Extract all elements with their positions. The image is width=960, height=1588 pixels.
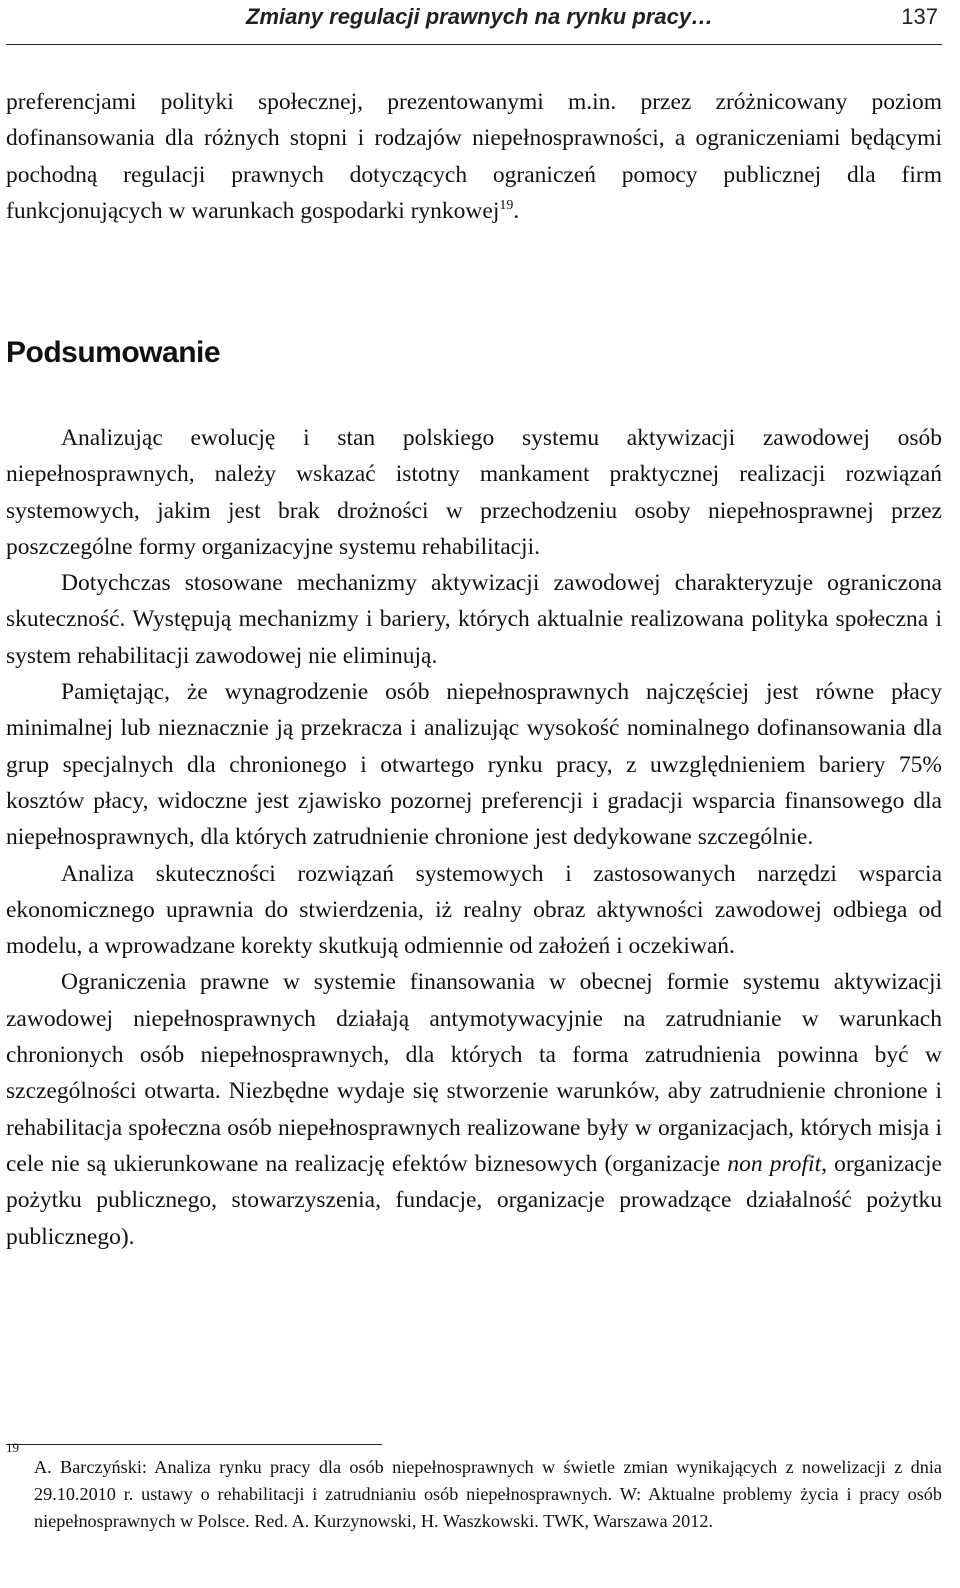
- footnote: 19 A. Barczyński: Analiza rynku pracy dla osób niepełnosprawnych w świetle zmian wynikających z nowelizacji z dnia 29.10.2010 r. ustawy o rehabilitacji i zatrudnianiu osób niepełnosprawnych. W: Aktualne problemy życia i pracy osób niepełnosprawnych w Polsce. Red. A. Kurzynowski, H. Waszkowski. TWK, Warszawa 2012.: [6, 1454, 942, 1535]
- section-heading: Podsumowanie: [6, 336, 221, 369]
- running-header: [6, 0, 942, 45]
- continuation-end: .: [513, 197, 520, 224]
- running-title: Zmiany regulacji prawnych na rynku pracy…: [246, 4, 714, 29]
- paragraph: Dotychczas stosowane mechanizmy aktywizacji zawodowej charakteryzuje ograniczona skuteczność. Występują mechanizmy i bariery, których aktualnie realizowana polityka społeczna i system rehabilitacji zawodowej nie eliminują.: [6, 570, 942, 669]
- continuation-text: preferencjami polityki społecznej, prezentowanymi m.in. przez zróżnicowany poziom dofinansowania dla różnych stopni i rodzajów niepełnosprawności, a ograniczeniami będącymi pochodną regulacji prawnych dotyczących ograniczeń pomocy publicznej dla firm funkcjonujących w warunkach gospodarki rynkowej: [6, 89, 942, 224]
- italic-term: non profit: [727, 1150, 822, 1177]
- footnote-divider: [6, 1444, 382, 1445]
- paragraph: Analiza skuteczności rozwiązań systemowych i zastosowanych narzędzi wsparcia ekonomicznego uprawnia do stwierdzenia, iż realny obraz aktywności zawodowej odbiega od modelu, a wprowadzane korekty skutkują odmiennie od założeń i oczekiwań.: [6, 860, 942, 960]
- paragraph-text: , organizacje pożytku publicznego, stowarzyszenia, fundacje, organizacje prowadzące działalność pożytku publicznego).: [6, 1150, 942, 1250]
- continuation-paragraph: [6, 84, 942, 229]
- footnote-text: A. Barczyński: Analiza rynku pracy dla osób niepełnosprawnych w świetle zmian wynikających z nowelizacji z dnia 29.10.2010 r. ustawy o rehabilitacji i zatrudnianiu osób niepełnosprawnych. W: Aktualne problemy życia i pracy osób niepełnosprawnych w Polsce. Red. A. Kurzynowski, H. Waszkowski. TWK, Warszawa 2012.: [34, 1457, 942, 1531]
- footnote-reference[interactable]: 19: [499, 198, 514, 214]
- paragraph: [6, 964, 942, 1254]
- paragraph: Pamiętając, że wynagrodzenie osób niepełnosprawnych najczęściej jest równe płacy minimalnej lub nieznacznie ją przekracza i analizując wysokość nominalnego dofinansowania dla grup specjalnych dla chronionego i otwartego rynku pracy, z uwzględnieniem bariery 75% kosztów płacy, widoczne jest zjawisko pozornej preferencji i gradacji wsparcia finansowego dla niepełnosprawnych, dla których zatrudnienie chronione jest dedykowane szczególnie.: [6, 679, 942, 851]
- section-body: [6, 420, 942, 1255]
- page-number: 137: [901, 4, 938, 29]
- paragraph-text: Ograniczenia prawne w systemie finansowania w obecnej formie systemu aktywizacji zawodowej niepełnosprawnych działają antymotywacyjnie na zatrudnianie w warunkach chronionych osób niepełnosprawnych, dla których ta forma zatrudnienia powinna być w szczególności otwarta. Niezbędne wydaje się stworzenie warunków, aby zatrudnienie chronione i rehabilitacja społeczna osób niepełnosprawnych realizowane były w organizacjach, których misja i cele nie są ukierunkowane na realizację efektów biznesowych (organizacje: [6, 969, 942, 1177]
- paragraph: Analizując ewolucję i stan polskiego systemu aktywizacji zawodowej osób niepełnosprawnych, należy wskazać istotny mankament praktycznej realizacji rozwiązań systemowych, jakim jest brak drożności w przechodzeniu osoby niepełnosprawnej przez poszczególne formy organizacyjne systemu rehabilitacji.: [6, 425, 942, 560]
